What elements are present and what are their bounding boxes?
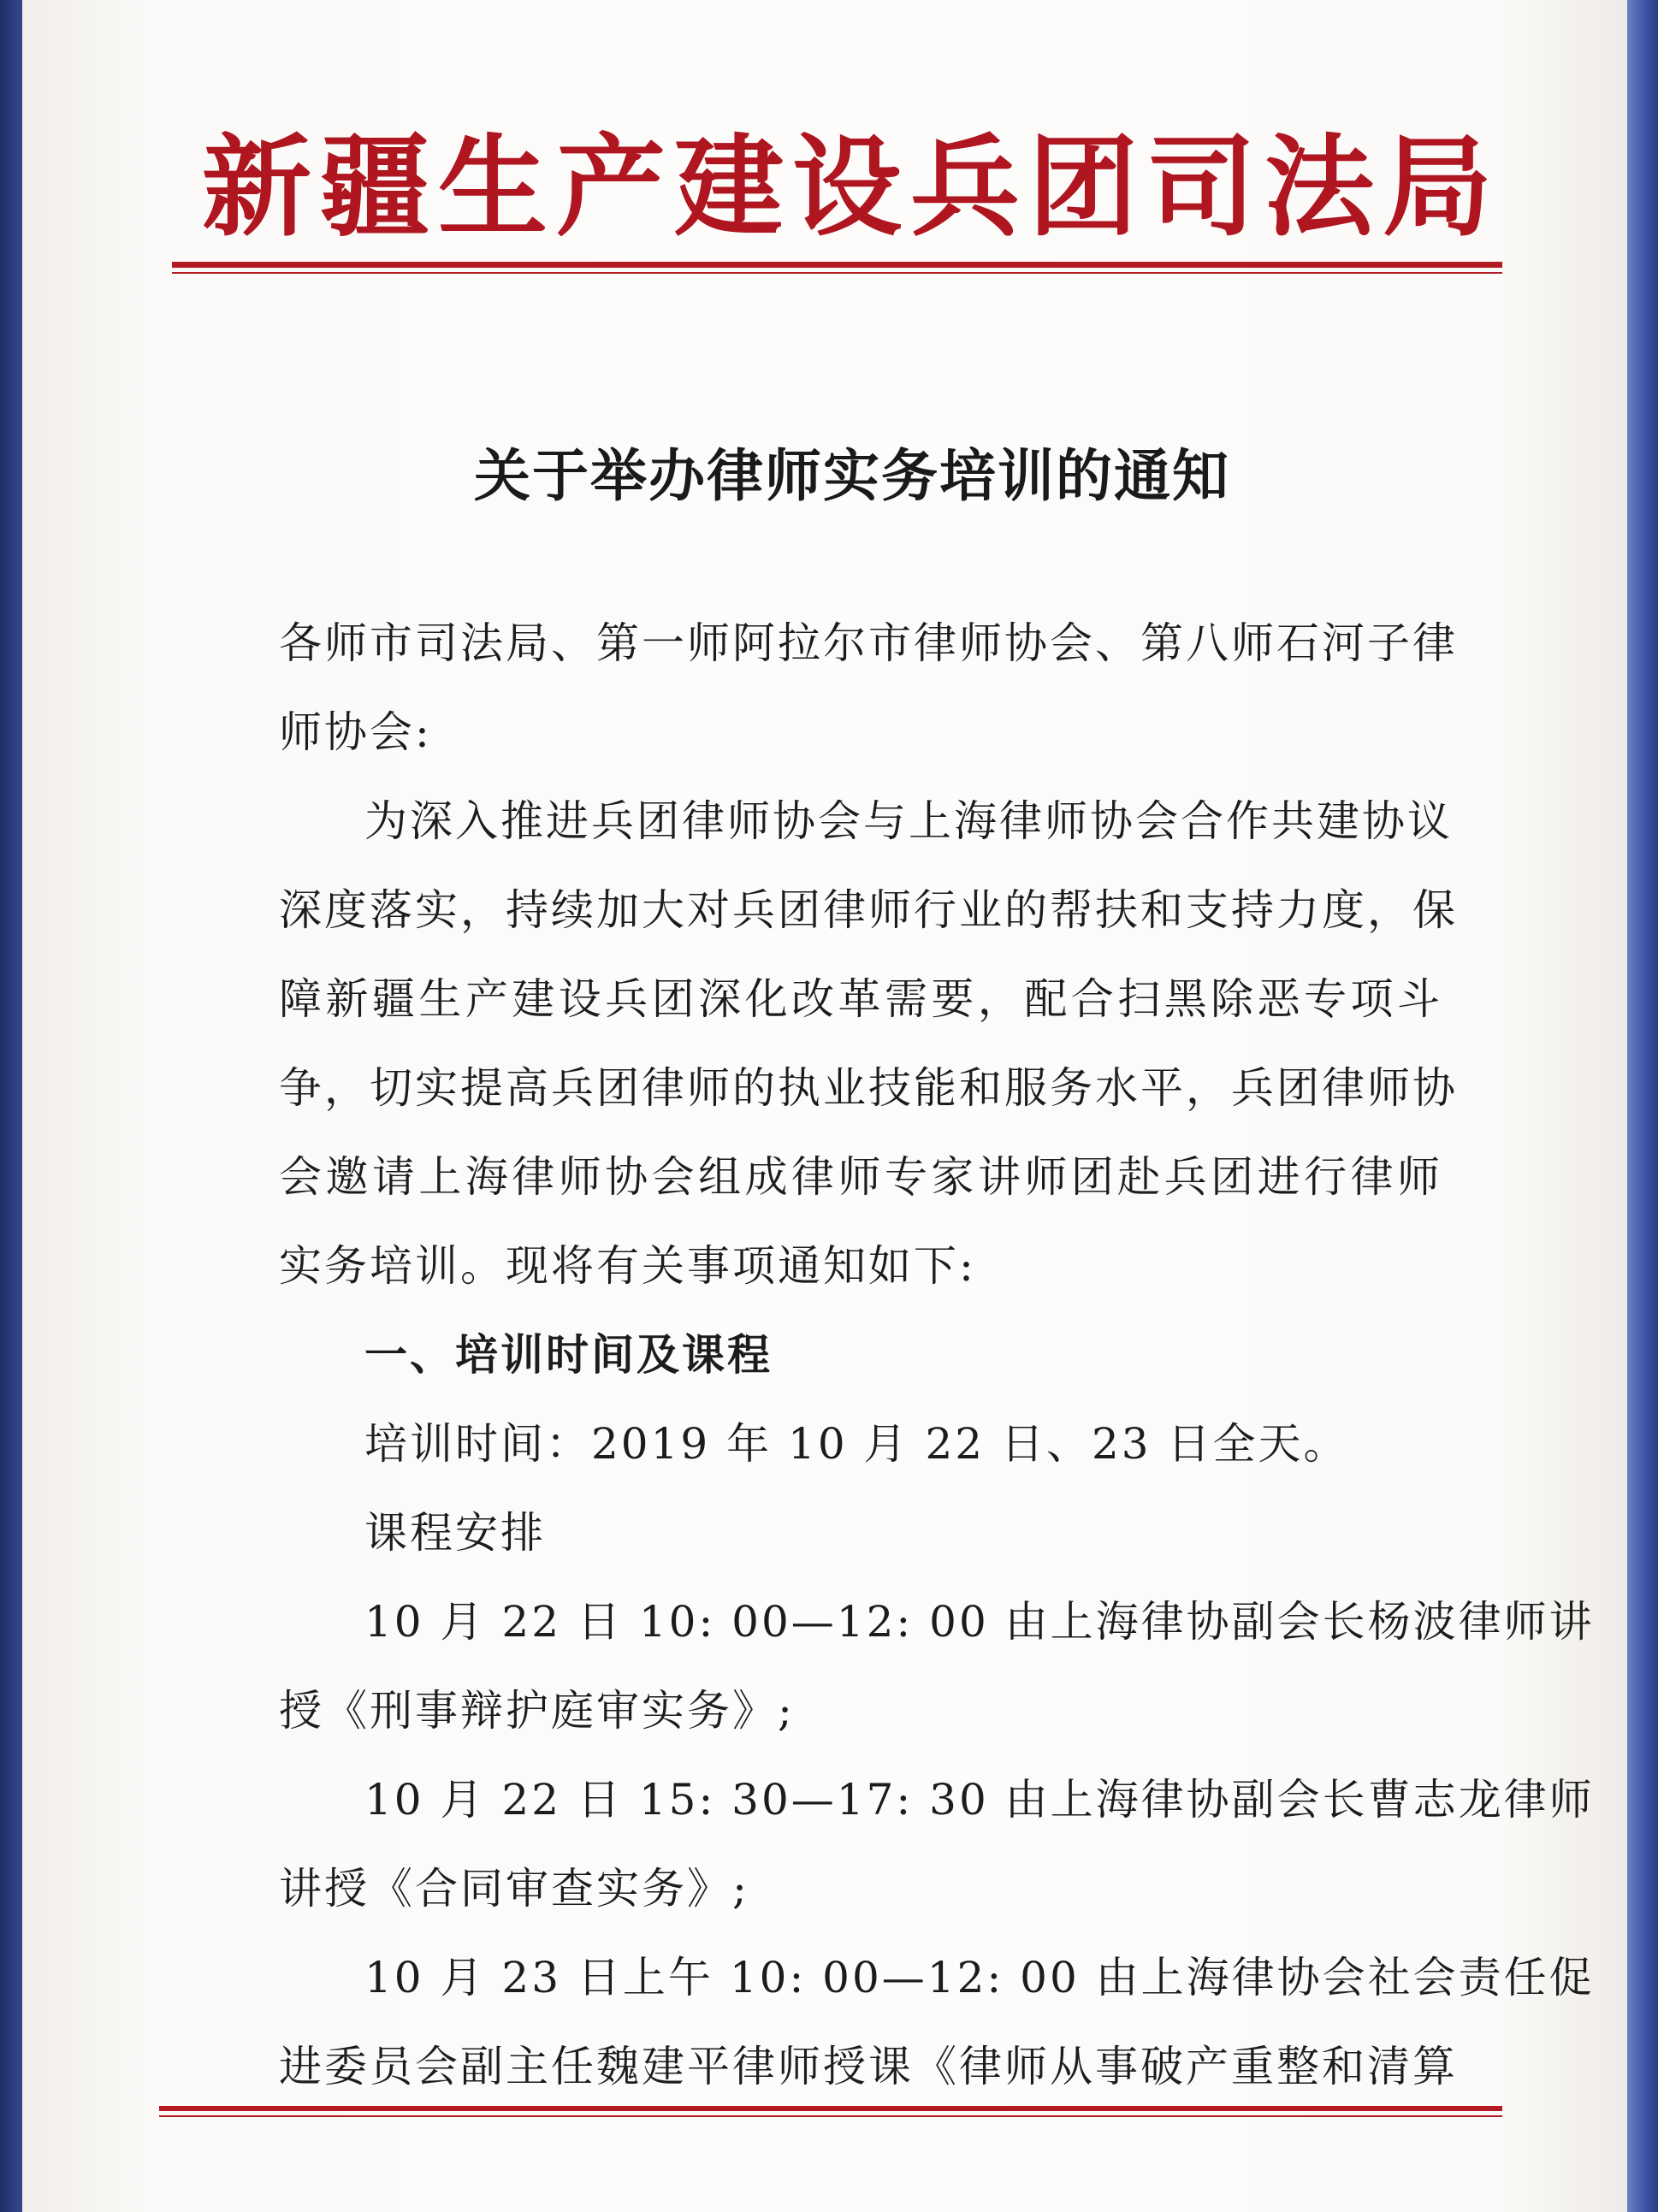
course-line: 10 月 22 日 15: 30—17: 30 由上海律协副会长曹志龙律师 xyxy=(364,1775,1595,1825)
course-schedule-label: 课程安排 xyxy=(364,1508,546,1558)
document-title: 关于举办律师实务培训的通知 xyxy=(474,442,1230,509)
body-line: 深度落实，持续加大对兵团律师行业的帮扶和支持力度，保 xyxy=(279,885,1458,935)
body-line: 障新疆生产建设兵团深化改革需要，配合扫黑除恶专项斗 xyxy=(279,974,1442,1024)
body-line: 各师市司法局、第一师阿拉尔市律师协会、第八师石河子律 xyxy=(279,618,1458,668)
course-line: 进委员会副主任魏建平律师授课《律师从事破产重整和清算 xyxy=(279,2042,1458,2091)
course-line: 10 月 23 日上午 10: 00—12: 00 由上海律协会社会责任促 xyxy=(364,1953,1595,2002)
footer-red-rule-thin xyxy=(159,2115,1502,2117)
letterhead-red-rule xyxy=(172,262,1502,268)
scanner-edge-right xyxy=(1627,0,1658,2212)
document-page xyxy=(22,0,1627,2212)
course-line: 授《刑事辩护庭审实务》; xyxy=(279,1686,795,1736)
body-line: 会邀请上海律师协会组成律师专家讲师团赴兵团进行律师 xyxy=(279,1152,1442,1202)
course-line: 讲授《合同审查实务》; xyxy=(279,1864,749,1913)
course-line: 10 月 22 日 10: 00—12: 00 由上海律协副会长杨波律师讲 xyxy=(364,1597,1595,1647)
body-line: 争，切实提高兵团律师的执业技能和服务水平，兵团律师协 xyxy=(279,1063,1458,1113)
letterhead-red-rule-thin xyxy=(172,272,1502,274)
scanner-edge-left xyxy=(0,0,22,2212)
training-time-line: 培训时间：2019 年 10 月 22 日、23 日全天。 xyxy=(364,1419,1349,1469)
body-line: 为深入推进兵团律师协会与上海律师协会合作共建协议 xyxy=(364,796,1453,846)
body-line: 师协会: xyxy=(279,707,432,757)
document-body xyxy=(279,599,1595,2111)
section-heading: 一、培训时间及课程 xyxy=(364,1329,773,1380)
body-line: 实务培训。现将有关事项通知如下: xyxy=(279,1241,976,1291)
letterhead-org-name: 新疆生产建设兵团司法局 xyxy=(202,123,1501,251)
footer-red-rule xyxy=(159,2106,1502,2111)
